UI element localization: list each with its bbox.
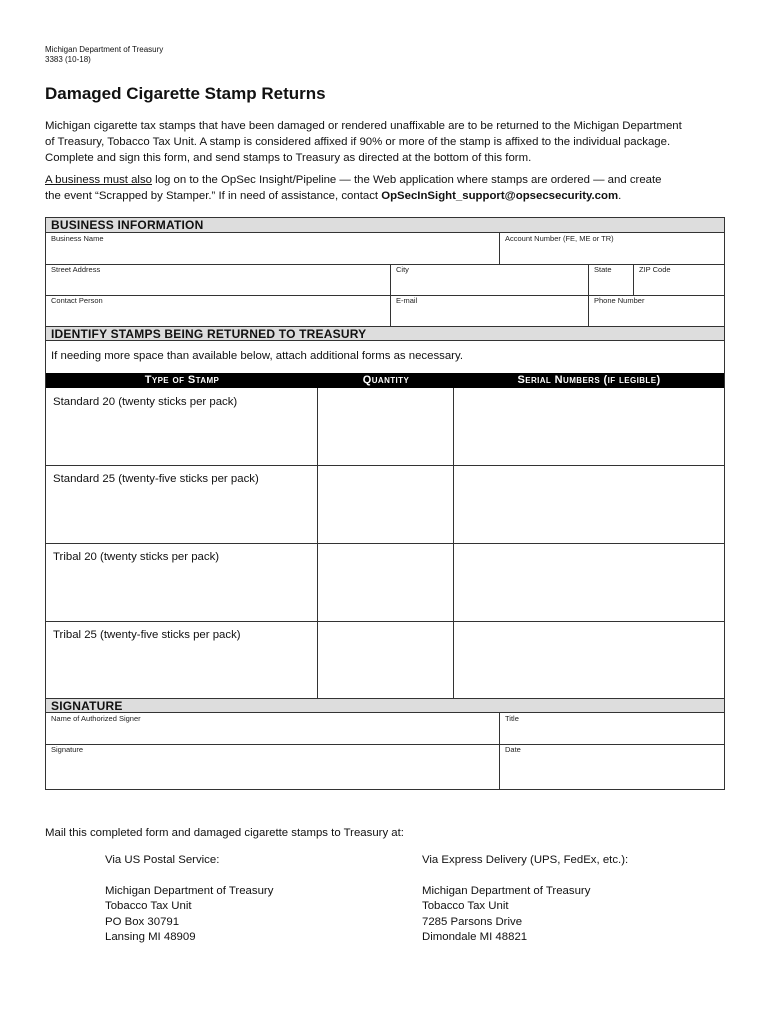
quantity-tribal-25[interactable] bbox=[318, 622, 453, 698]
zip-label: ZIP Code bbox=[639, 265, 671, 274]
city-field[interactable] bbox=[391, 264, 589, 295]
serial-standard-25[interactable] bbox=[454, 466, 724, 543]
serial-standard-20[interactable] bbox=[454, 388, 724, 465]
agency-name: Michigan Department of Treasury bbox=[45, 45, 164, 54]
account-number-field[interactable] bbox=[500, 233, 724, 264]
business-name-field[interactable] bbox=[46, 233, 500, 264]
date-field[interactable] bbox=[500, 744, 724, 789]
signer-name-field[interactable] bbox=[46, 713, 500, 744]
notice-line-1-rest: log on to the OpSec Insight/Pipeline — the Web application where stamps are ordered — and create bbox=[152, 174, 662, 186]
account-number-label: Account Number (FE, ME or TR) bbox=[505, 234, 614, 243]
stamps-note: If needing more space than available below, attach additional forms as necessary. bbox=[51, 350, 463, 362]
stamp-type-standard-20: Standard 20 (twenty sticks per pack) bbox=[53, 396, 238, 408]
email-field[interactable] bbox=[391, 295, 589, 326]
intro-line-3: Complete and sign this form, and send stamps to Treasury as directed at the bottom of this form. bbox=[45, 152, 532, 164]
support-email: OpSecInSight_support@opsecsecurity.com bbox=[381, 190, 619, 202]
express-address-line: Michigan Department of Treasury bbox=[422, 884, 591, 897]
signature-section-header: SIGNATURE bbox=[46, 698, 724, 713]
state-field[interactable] bbox=[589, 264, 634, 295]
business-name-label: Business Name bbox=[51, 234, 104, 243]
stamps-section-header: IDENTIFY STAMPS BEING RETURNED TO TREASURY bbox=[46, 326, 724, 341]
signature-label: Signature bbox=[51, 745, 84, 754]
signer-name-label: Name of Authorized Signer bbox=[51, 714, 141, 723]
title-field[interactable] bbox=[500, 713, 724, 744]
street-address-field[interactable] bbox=[46, 264, 391, 295]
stamps-table-header bbox=[46, 373, 724, 388]
quantity-standard-25[interactable] bbox=[318, 466, 453, 543]
usps-address-line: Tobacco Tax Unit bbox=[105, 900, 192, 912]
quantity-tribal-20[interactable] bbox=[318, 544, 453, 621]
intro-line-2: of Treasury, Tobacco Tax Unit. A stamp is considered affixed if 90% or more of the stamp is affixed to the individual package. bbox=[45, 136, 671, 148]
intro-paragraph bbox=[45, 118, 729, 166]
mail-instructions: Mail this completed form and damaged cigarette stamps to Treasury at: bbox=[45, 827, 404, 839]
stamp-type-standard-25: Standard 25 (twenty-five sticks per pack) bbox=[53, 473, 259, 485]
stamp-type-tribal-20: Tribal 20 (twenty sticks per pack) bbox=[53, 551, 220, 563]
phone-label: Phone Number bbox=[594, 296, 645, 305]
usps-heading: Via US Postal Service: bbox=[105, 854, 220, 866]
email-label: E-mail bbox=[396, 296, 418, 305]
column-serial-numbers: Serial Numbers (if legible) bbox=[517, 374, 661, 386]
column-quantity: Quantity bbox=[362, 374, 410, 386]
usps-address-block bbox=[105, 853, 273, 946]
state-label: State bbox=[594, 265, 612, 274]
notice-line-2 bbox=[45, 188, 729, 204]
title-label: Title bbox=[505, 714, 519, 723]
usps-address-line: Lansing MI 48909 bbox=[105, 931, 196, 943]
business-info-header: BUSINESS INFORMATION bbox=[46, 218, 724, 233]
notice-line-1 bbox=[45, 172, 729, 188]
return-form bbox=[45, 217, 725, 790]
contact-person-label: Contact Person bbox=[51, 296, 103, 305]
express-address-block bbox=[422, 853, 628, 946]
column-type: Type of Stamp bbox=[144, 374, 220, 386]
intro-line-1: Michigan cigarette tax stamps that have been damaged or rendered unaffixable are to be returned to the Michigan Department bbox=[45, 120, 682, 132]
city-label: City bbox=[396, 265, 409, 274]
usps-address-line: PO Box 30791 bbox=[105, 915, 180, 928]
notice-paragraph bbox=[45, 172, 729, 204]
zip-field[interactable] bbox=[634, 264, 724, 295]
phone-field[interactable] bbox=[589, 295, 724, 326]
stamp-type-tribal-25: Tribal 25 (twenty-five sticks per pack) bbox=[53, 629, 241, 641]
express-heading: Via Express Delivery (UPS, FedEx, etc.): bbox=[422, 854, 629, 866]
form-number: 3383 (10-18) bbox=[45, 55, 91, 64]
express-address-line: Dimondale MI 48821 bbox=[422, 931, 528, 943]
divider bbox=[633, 264, 634, 295]
page-title: Damaged Cigarette Stamp Returns bbox=[45, 84, 326, 103]
quantity-standard-20[interactable] bbox=[318, 388, 453, 465]
notice-line-2-end: . bbox=[618, 190, 622, 202]
signature-field[interactable] bbox=[46, 744, 500, 789]
serial-tribal-20[interactable] bbox=[454, 544, 724, 621]
notice-underlined: A business must also bbox=[45, 174, 152, 186]
date-label: Date bbox=[505, 745, 521, 754]
notice-line-2-start: the event “Scrapped by Stamper.” If in need of assistance, contact bbox=[45, 190, 382, 202]
street-address-label: Street Address bbox=[51, 265, 101, 274]
contact-person-field[interactable] bbox=[46, 295, 391, 326]
express-address-line: 7285 Parsons Drive bbox=[422, 915, 523, 928]
divider bbox=[499, 233, 500, 264]
express-address-line: Tobacco Tax Unit bbox=[422, 900, 509, 912]
usps-address-line: Michigan Department of Treasury bbox=[105, 884, 274, 897]
serial-tribal-25[interactable] bbox=[454, 622, 724, 698]
